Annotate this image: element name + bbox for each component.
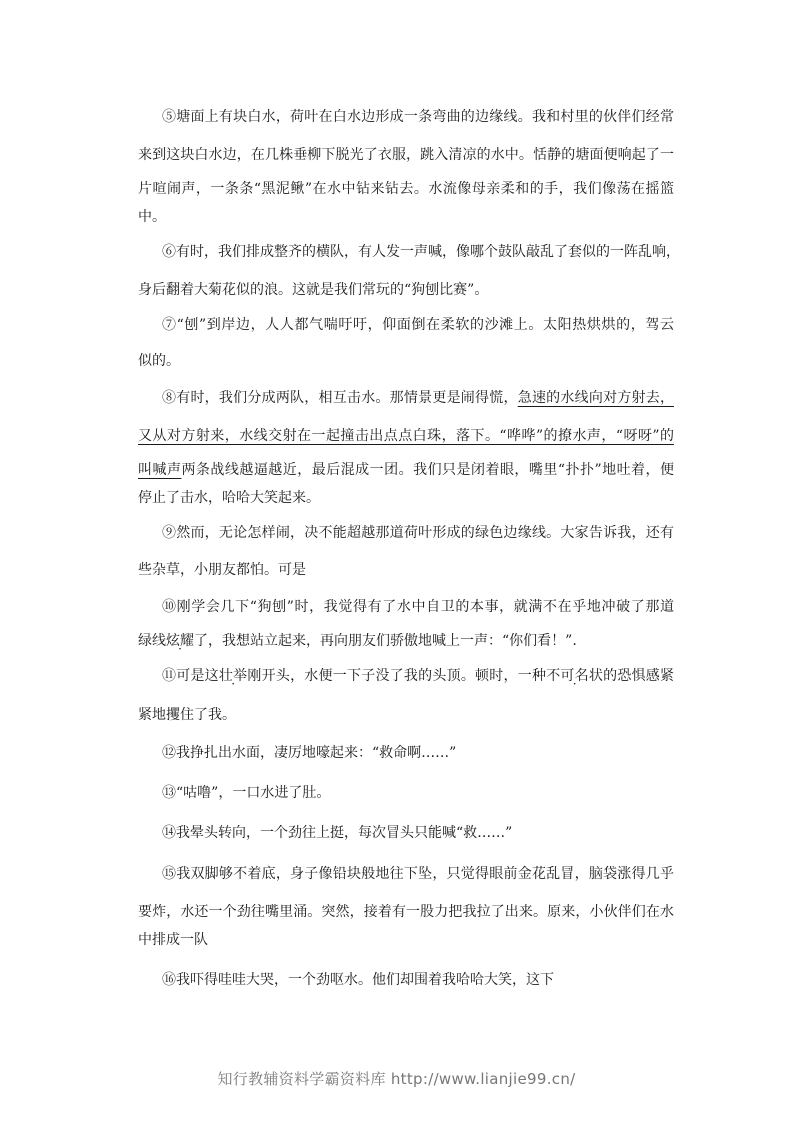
text-line <box>162 666 674 686</box>
text-line: ⑫我挣扎出水面，凄厉地嚎起来：“救命啊……” <box>162 745 457 761</box>
text-line: ⑭我晕头转向，一个劲往上挺，每次冒头只能喊“救……” <box>162 825 513 841</box>
text-line <box>138 631 577 651</box>
text-line: ⑩刚学会几下“狗刨”时，我觉得有了水中自卫的本事，就满不在乎地冲破了那道 <box>162 599 674 615</box>
underlined-text: 又从对方射来，水线交射在一起撞击出点点白珠，落下。“哗哗”的撩水声，“呀呀”的 <box>138 428 674 444</box>
text-line <box>138 460 674 480</box>
text-line <box>162 388 674 408</box>
emphasis-dotted-text: 炫耀 <box>166 633 194 649</box>
text-line: ⑦“刨”到岸边，人人都气喘吁吁，仰面倒在柔软的沙滩上。太阳热烘烘的，驾云 <box>162 317 674 333</box>
text-line: 似的。 <box>138 353 180 369</box>
plain-text: 刚开头，水便一下子没了我的头顶。顿时，一种 <box>247 668 547 684</box>
plain-text: 绿线 <box>138 633 166 649</box>
text-line: 中。 <box>138 209 166 225</box>
plain-text: 了，我想站立起来，再向朋友们骄傲地喊上一声：“你们看！”. <box>194 633 577 649</box>
text-line: 片喧闹声，一条条“黑泥鳅”在水中钻来钻去。水流像母亲柔和的手，我们像荡在摇篮 <box>138 181 674 197</box>
plain-text: ⑪可是这 <box>162 668 219 684</box>
text-line: 要炸，水还一个劲往嘴里涌。突然，接着有一股力把我拉了出来。原来，小伙伴们在水 <box>138 904 674 920</box>
plain-text: 的恐惧感紧 <box>603 668 675 684</box>
text-line: 紧地攫住了我。 <box>138 707 236 723</box>
underlined-text: 急速的水线向对方射去， <box>517 390 675 406</box>
footer-watermark: 知行教辅资料学霸资料库 http://www.lianjie99.cn/ <box>217 1070 576 1088</box>
text-line: 些杂草，小朋友都怕。可是 <box>138 562 306 578</box>
emphasis-dotted-text: 壮举 <box>218 668 248 684</box>
text-line: ⑤塘面上有块白水，荷叶在白水边形成一条弯曲的边缘线。我和村里的伙伴们经常 <box>162 109 674 125</box>
text-line: ⑨然而，无论怎样闹，决不能超越那道荷叶形成的绿色边缘线。大家告诉我，还有 <box>162 525 674 541</box>
text-line: ⑯我吓得哇哇大哭，一个劲呕水。他们却围着我哈哈大笑，这下 <box>162 972 554 988</box>
text-line: ⑬“咕噜”，一口水进了肚。 <box>162 785 331 801</box>
plain-text: ⑧有时，我们分成两队，相互击水。那情景更是闹得慌， <box>162 390 518 406</box>
plain-text: 两条战线越逼越近，最后混成一团。我们只是闭着眼，嘴里“扑扑”地吐着，便 <box>181 462 675 478</box>
emphasis-dotted-text: 不可名状 <box>546 668 604 684</box>
underlined-text: 叫喊声 <box>138 462 182 478</box>
text-line: ⑮我双脚够不着底，身子像铅块般地往下坠，只觉得眼前金花乱冒，脑袋涨得几乎 <box>162 866 674 882</box>
text-line: 停止了击水，哈哈大笑起来。 <box>138 490 320 506</box>
text-line: 身后翻着大菊花似的浪。这就是我们常玩的“狗刨比赛”。 <box>138 282 489 298</box>
text-line: ⑥有时，我们排成整齐的横队，有人发一声喊，像哪个鼓队敲乱了套似的一阵乱响， <box>162 244 680 260</box>
text-line: 来到这块白水边，在几株垂柳下脱光了衣服，跳入清凉的水中。恬静的塘面便响起了一 <box>138 147 674 163</box>
text-line: 中排成一队 <box>138 932 208 948</box>
